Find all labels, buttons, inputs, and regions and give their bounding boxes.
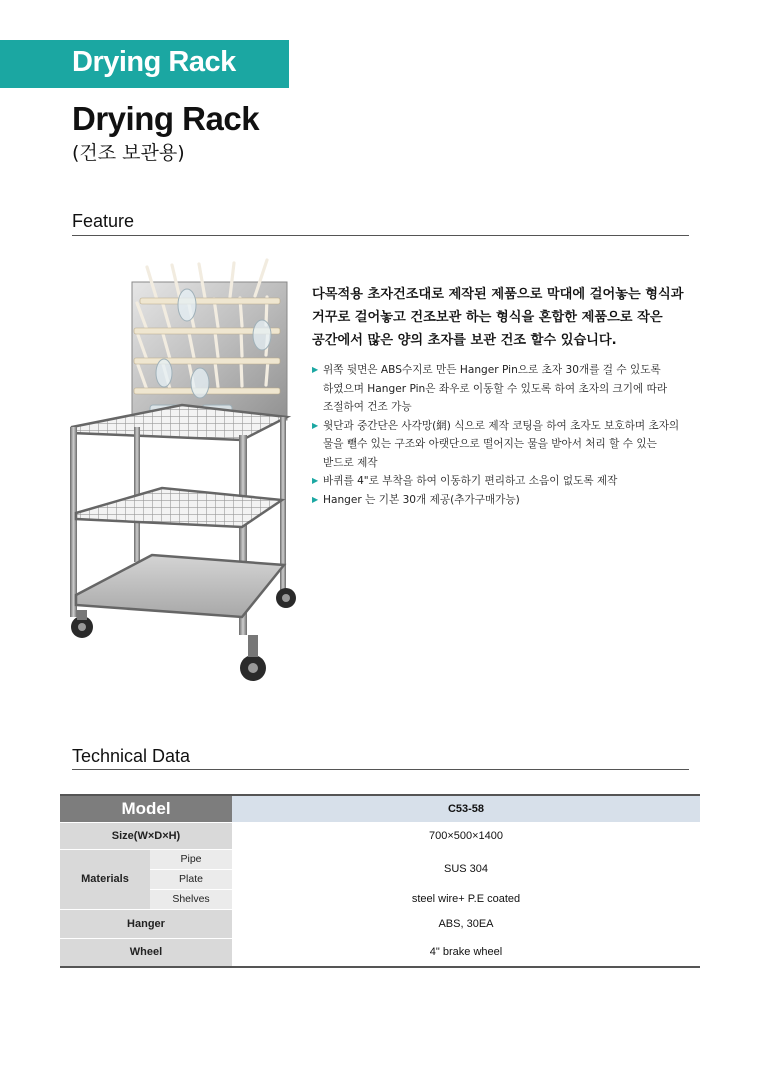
bullet-line: 바퀴를 4"로 부착을 하여 이동하기 편리하고 소음이 없도록 제작 [323,475,618,487]
lead-line: 거꾸로 걸어놓고 건조보관 하는 형식을 혼합한 제품으로 작은 [312,310,663,325]
bullet-line: 하였으며 Hanger Pin은 좌우로 이동할 수 있도록 하여 초자의 크기에 따라 [323,382,668,395]
feature-description [312,283,722,509]
product-title: Drying Rack [72,100,260,137]
bullet-arrow-icon: ▶ [312,476,319,485]
technical-heading: Technical Data [72,746,191,766]
bullet-arrow-icon: ▶ [312,365,319,374]
lead-line: 다목적용 초자건조대로 제작된 제품으로 막대에 걸어놓는 형식과 [312,287,684,302]
plate-label: Plate [150,869,232,889]
bullet-line: 위쪽 뒷면은 ABS수지로 만든 Hanger Pin으로 초자 30개를 걸 수 있도록 [323,364,661,376]
wheel-value: 4" brake wheel [232,938,700,967]
banner-title: Drying Rack [72,46,236,78]
pipe-label: Pipe [150,849,232,869]
product-subtitle: (건조 보관용) [72,142,185,164]
table-row [60,938,700,967]
hanger-label: Hanger [60,909,232,938]
feature-bullet [312,417,722,473]
middle-shelf [76,488,282,527]
table-row [60,795,700,822]
feature-bullet [312,472,722,491]
table-row [60,889,700,909]
technical-divider [72,769,689,770]
model-value: C53-58 [232,795,700,822]
lead-line: 공간에서 많은 양의 초자를 보관 건조 할수 있습니다. [312,333,617,348]
feature-bullets [312,361,722,509]
table-row [60,849,700,869]
feature-lead [312,283,722,352]
materials-label: Materials [60,849,150,909]
size-value: 700×500×1400 [232,822,700,849]
bullet-line: 윗단과 중간단은 사각망(網) 식으로 제작 코팅을 하여 초자도 보호하며 초자의 [323,419,680,432]
bottom-tray [76,555,284,617]
bullet-line: 받드로 제작 [323,456,378,469]
shelves-value: steel wire+ P.E coated [232,889,700,909]
bullet-arrow-icon: ▶ [312,420,319,430]
wheel-label: Wheel [60,938,232,967]
hanger-value: ABS, 30EA [232,909,700,938]
drying-rack-image [62,255,302,695]
bullet-line: Hanger 는 기본 30개 제공(추가구매가능) [323,493,520,506]
bullet-line: 물을 뺄수 있는 구조와 아랫단으로 떨어지는 물을 받아서 처리 할 수 있는 [323,438,657,450]
feature-bullet [312,491,722,510]
front-left-leg [70,427,77,617]
table-row [60,822,700,849]
bullet-line: 조절하여 건조 가능 [323,401,412,413]
size-label: Size(W×D×H) [60,822,232,849]
feature-divider [72,235,689,236]
feature-bullet [312,361,722,417]
feature-heading: Feature [72,211,135,231]
pipe-plate-value: SUS 304 [232,849,700,889]
spec-table [60,794,700,968]
bullet-arrow-icon: ▶ [312,494,319,504]
shelves-label: Shelves [150,889,232,909]
table-row [60,909,700,938]
model-label: Model [60,795,232,822]
